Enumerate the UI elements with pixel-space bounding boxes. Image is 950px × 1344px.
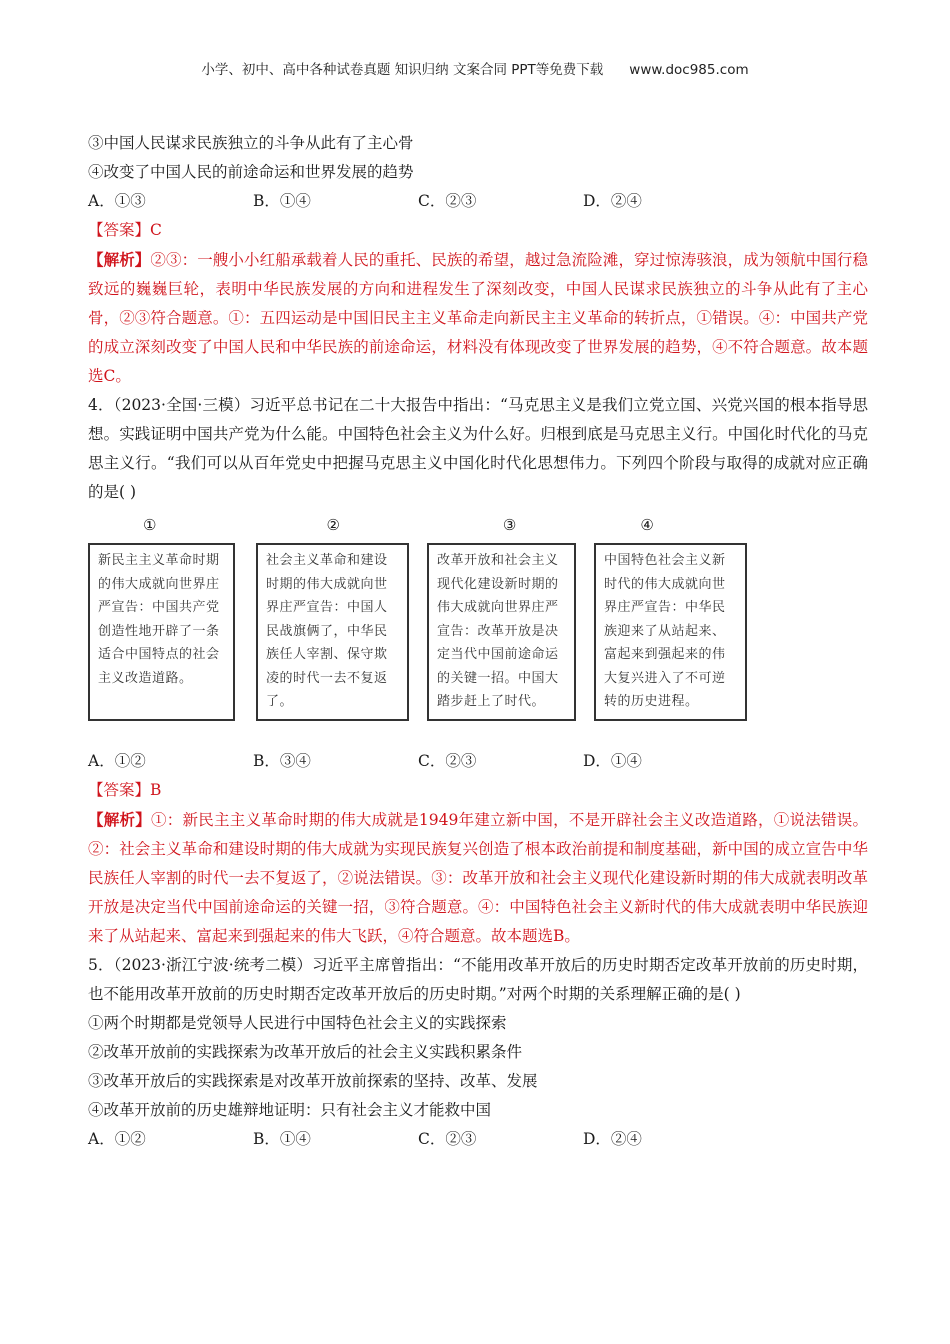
q5-item-2: ②改革开放前的实践探索为改革开放后的社会主义实践积累条件 <box>88 1043 523 1061</box>
q3-options <box>88 187 868 216</box>
q3-option-a: A．①③ <box>88 192 146 210</box>
q4-analysis <box>88 805 868 951</box>
q4-analysis-text: ①：新民主主义革命时期的伟大成就是1949年建立新中国，不是开辟社会主义改造道路，①说法错误。②：社会主义革命和建设时期的伟大成就为实现民族复兴创造了根本政治前提和制度基础，新中国的成立宣告中华民族任人宰割的时代一去不复返了，②说法错误。③：改革开放和社会主义现代化建设新时期的伟大成就表明改革开放是决定当代中国前途命运的关键一招，③符合题意。④：中国特色社会主义新时代的伟大成就表明中华民族迎来了从站起来、富起来到强起来的伟大飞跃，④符合题意。故本题选B。 <box>88 811 868 945</box>
box-number-1: ① <box>143 516 157 534</box>
q4-answer: 【答案】B <box>88 781 162 799</box>
q3-item-4: ④改变了中国人民的前途命运和世界发展的趋势 <box>88 163 414 181</box>
q5-option-c: C．②③ <box>418 1130 477 1148</box>
achievement-box-2: 社会主义革命和建设时期的伟大成就向世界庄严宣告：中国人民战旗俩了，中华民族任人宰割、保守欺凌的时代一去不复返了。 <box>256 543 409 721</box>
q5-options <box>88 1125 868 1154</box>
q5-option-b: B．①④ <box>253 1130 311 1148</box>
box-number-2: ② <box>326 516 340 534</box>
header-text: 小学、初中、高中各种试卷真题 知识归纳 文案合同 PPT等免费下载 <box>201 62 604 78</box>
analysis-label: 【解析】 <box>88 810 152 829</box>
q4-box-numbers <box>88 511 868 539</box>
q4-options <box>88 747 868 776</box>
q5-option-d: D．②④ <box>583 1130 642 1148</box>
box-number-3: ③ <box>502 516 517 534</box>
q4-option-a: A．①② <box>88 752 146 770</box>
q5-stem: 5．（2023·浙江宁波·统考二模）习近平主席曾指出：“不能用改革开放后的历史时期否定改革开放前的历史时期，也不能用改革开放前的历史时期否定改革开放后的历史时期。”对两个时期的关系理解正确的是( ) <box>88 956 868 1003</box>
header-url[interactable]: www.doc985.com <box>629 62 749 78</box>
achievement-box-3: 改革开放和社会主义现代化建设新时期的伟大成就向世界庄严宣告：改革开放是决定当代中国前途命运的关键一招。中国大踏步赶上了时代。 <box>427 543 576 721</box>
q5-option-a: A．①② <box>88 1130 146 1148</box>
q3-analysis-text: ②③：一艘小小红船承载着人民的重托、民族的希望，越过急流险滩，穿过惊涛骇浪，成为领航中国行稳致远的巍巍巨轮，表明中华民族发展的方向和进程发生了深刻改变，中国人民谋求民族独立的斗争从此有了主心骨，②③符合题意。①：五四运动是中国旧民主主义革命走向新民主主义革命的转折点，①错误。④：中国共产党的成立深刻改变了中国人民和中华民族的前途命运，材料没有体现改变了世界发展的趋势，④不符合题意。故本题选C。 <box>88 251 868 385</box>
q3-analysis <box>88 245 868 391</box>
q3-option-b: B．①④ <box>253 192 311 210</box>
analysis-label: 【解析】 <box>88 250 151 269</box>
q4-option-b: B．③④ <box>253 752 311 770</box>
q3-answer: 【答案】C <box>88 221 162 239</box>
q4-stem: 4．（2023·全国·三模）习近平总书记在二十大报告中指出：“马克思主义是我们立党立国、兴党兴国的根本指导思想。实践证明中国共产党为什么能。中国特色社会主义为什么好。归根到底是马克思主义行。中国化时代化的马克思主义行。“我们可以从百年党史中把握马克思主义中国化时代化思想伟力。下列四个阶段与取得的成就对应正确的是( ) <box>88 396 868 501</box>
page-header <box>0 58 950 78</box>
achievement-box-4: 中国特色社会主义新时代的伟大成就向世界庄严宣告：中华民族迎来了从站起来、富起来到强起来的伟大复兴进入了不可逆转的历史进程。 <box>594 543 747 721</box>
box-number-4: ④ <box>640 516 654 534</box>
q4-option-d: D．①④ <box>583 752 642 770</box>
document-content <box>88 129 868 1154</box>
q3-option-c: C．②③ <box>418 192 477 210</box>
q4-achievement-boxes <box>88 543 868 739</box>
q3-option-d: D．②④ <box>583 192 642 210</box>
q3-item-3: ③中国人民谋求民族独立的斗争从此有了主心骨 <box>88 134 414 152</box>
q5-item-3: ③改革开放后的实践探索是对改革开放前探索的坚持、改革、发展 <box>88 1072 538 1090</box>
q5-item-4: ④改革开放前的历史雄辩地证明：只有社会主义才能救中国 <box>88 1101 492 1119</box>
achievement-box-1: 新民主主义革命时期的伟大成就向世界庄严宣告：中国共产党创造性地开辟了一条适合中国特点的社会主义改造道路。 <box>88 543 235 721</box>
q5-item-1: ①两个时期都是党领导人民进行中国特色社会主义的实践探索 <box>88 1014 507 1032</box>
q4-option-c: C．②③ <box>418 752 477 770</box>
